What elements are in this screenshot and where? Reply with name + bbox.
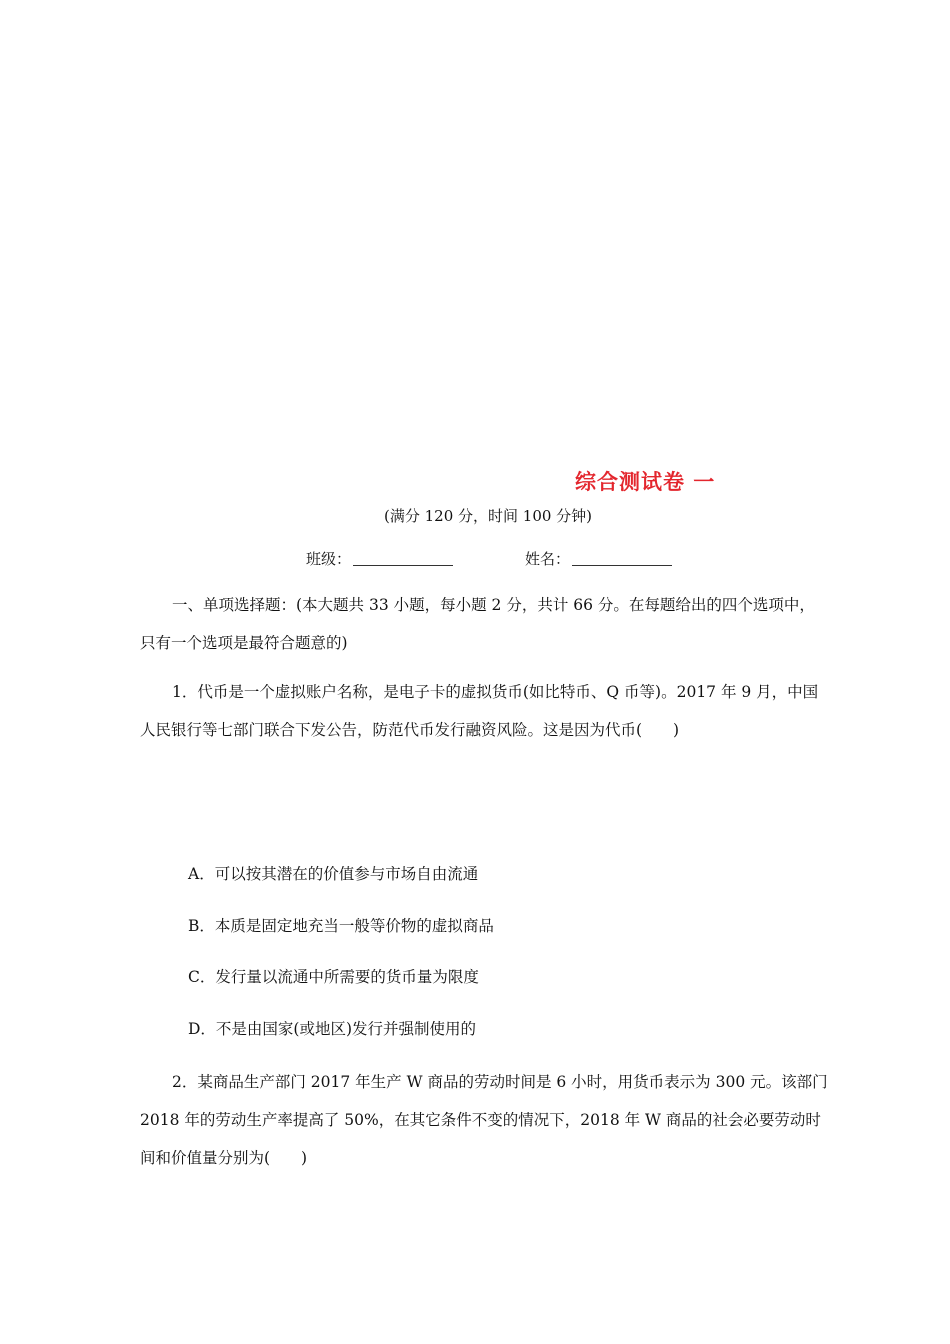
question-2-stem: 2．某商品生产部门 2017 年生产 W 商品的劳动时间是 6 小时，用货币表示为 300 元。该部门 2018 年的劳动生产率提高了 50%，在其它条件不变的情况下，2018 年 W 商品的社会必要劳动时间和价值量分别为( ) xyxy=(140,1073,828,1167)
name-blank[interactable] xyxy=(572,551,672,566)
exam-title: 综合测试卷 一 xyxy=(575,469,716,494)
class-field xyxy=(306,548,453,569)
section-heading: 一、单项选择题：(本大题共 33 小题，每小题 2 分，共计 66 分。在每题给出的四个选项中，只有一个选项是最符合题意的) xyxy=(140,596,815,652)
class-label: 班级： xyxy=(306,550,352,568)
name-field xyxy=(525,548,672,569)
question-1-option-c: C．发行量以流通中所需要的货币量为限度 xyxy=(188,968,479,986)
question-1-option-d: D．不是由国家(或地区)发行并强制使用的 xyxy=(188,1020,477,1038)
class-blank[interactable] xyxy=(353,551,453,566)
question-1-option-b: B．本质是固定地充当一般等价物的虚拟商品 xyxy=(188,917,494,935)
exam-subtitle: (满分 120 分，时间 100 分钟) xyxy=(384,507,593,525)
name-label: 姓名： xyxy=(525,550,571,568)
question-1-stem: 1．代币是一个虚拟账户名称，是电子卡的虚拟货币(如比特币、Q 币等)。2017 年 9 月，中国人民银行等七部门联合下发公告，防范代币发行融资风险。这是因为代币( ) xyxy=(140,683,819,739)
question-1-option-a: A．可以按其潜在的价值参与市场自由流通 xyxy=(188,865,479,883)
